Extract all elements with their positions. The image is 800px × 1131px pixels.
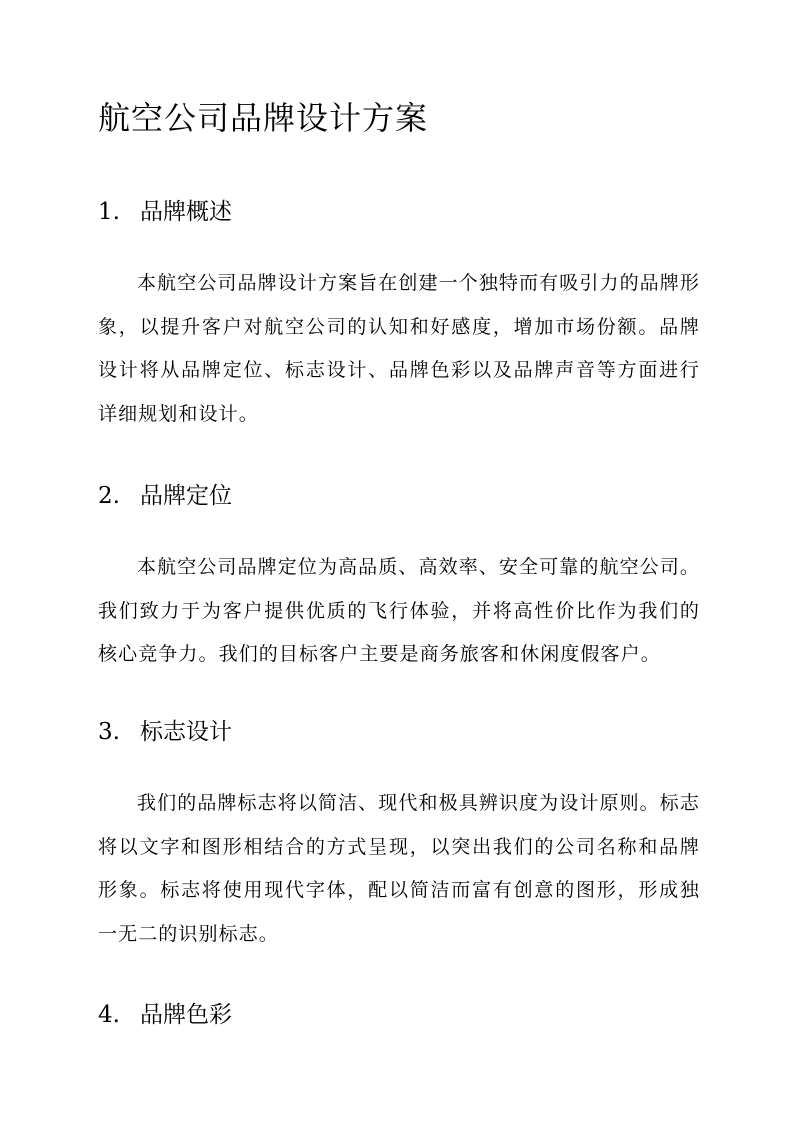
section-heading-overview [98, 197, 232, 227]
section-number: 3. [98, 719, 120, 745]
section-number: 1. [98, 199, 120, 225]
section-title: 品牌概述 [140, 199, 232, 225]
section-heading-logo-design [98, 717, 232, 747]
section-title: 标志设计 [140, 719, 232, 745]
section-paragraph-logo-design: 我们的品牌标志将以简洁、现代和极具辨识度为设计原则。标志将以文字和图形相结合的方式呈现，以突出我们的公司名称和品牌形象。标志将使用现代字体，配以简洁而富有创意的图形，形成独一无二的识别标志。 [98, 792, 700, 945]
section-number: 2. [98, 483, 120, 509]
section-title: 品牌色彩 [140, 1002, 232, 1028]
section-paragraph-positioning: 本航空公司品牌定位为高品质、高效率、安全可靠的航空公司。我们致力于为客户提供优质的飞行体验，并将高性价比作为我们的核心竞争力。我们的目标客户主要是商务旅客和休闲度假客户。 [98, 556, 700, 665]
section-heading-brand-colors [98, 1000, 232, 1030]
section-paragraph-overview: 本航空公司品牌设计方案旨在创建一个独特而有吸引力的品牌形象，以提升客户对航空公司的认知和好感度，增加市场份额。品牌设计将从品牌定位、标志设计、品牌色彩以及品牌声音等方面进行详细规划和设计。 [98, 272, 700, 425]
document-title: 航空公司品牌设计方案 [98, 99, 429, 137]
section-number: 4. [98, 1002, 120, 1028]
section-title: 品牌定位 [140, 483, 232, 509]
section-heading-positioning [98, 481, 232, 511]
